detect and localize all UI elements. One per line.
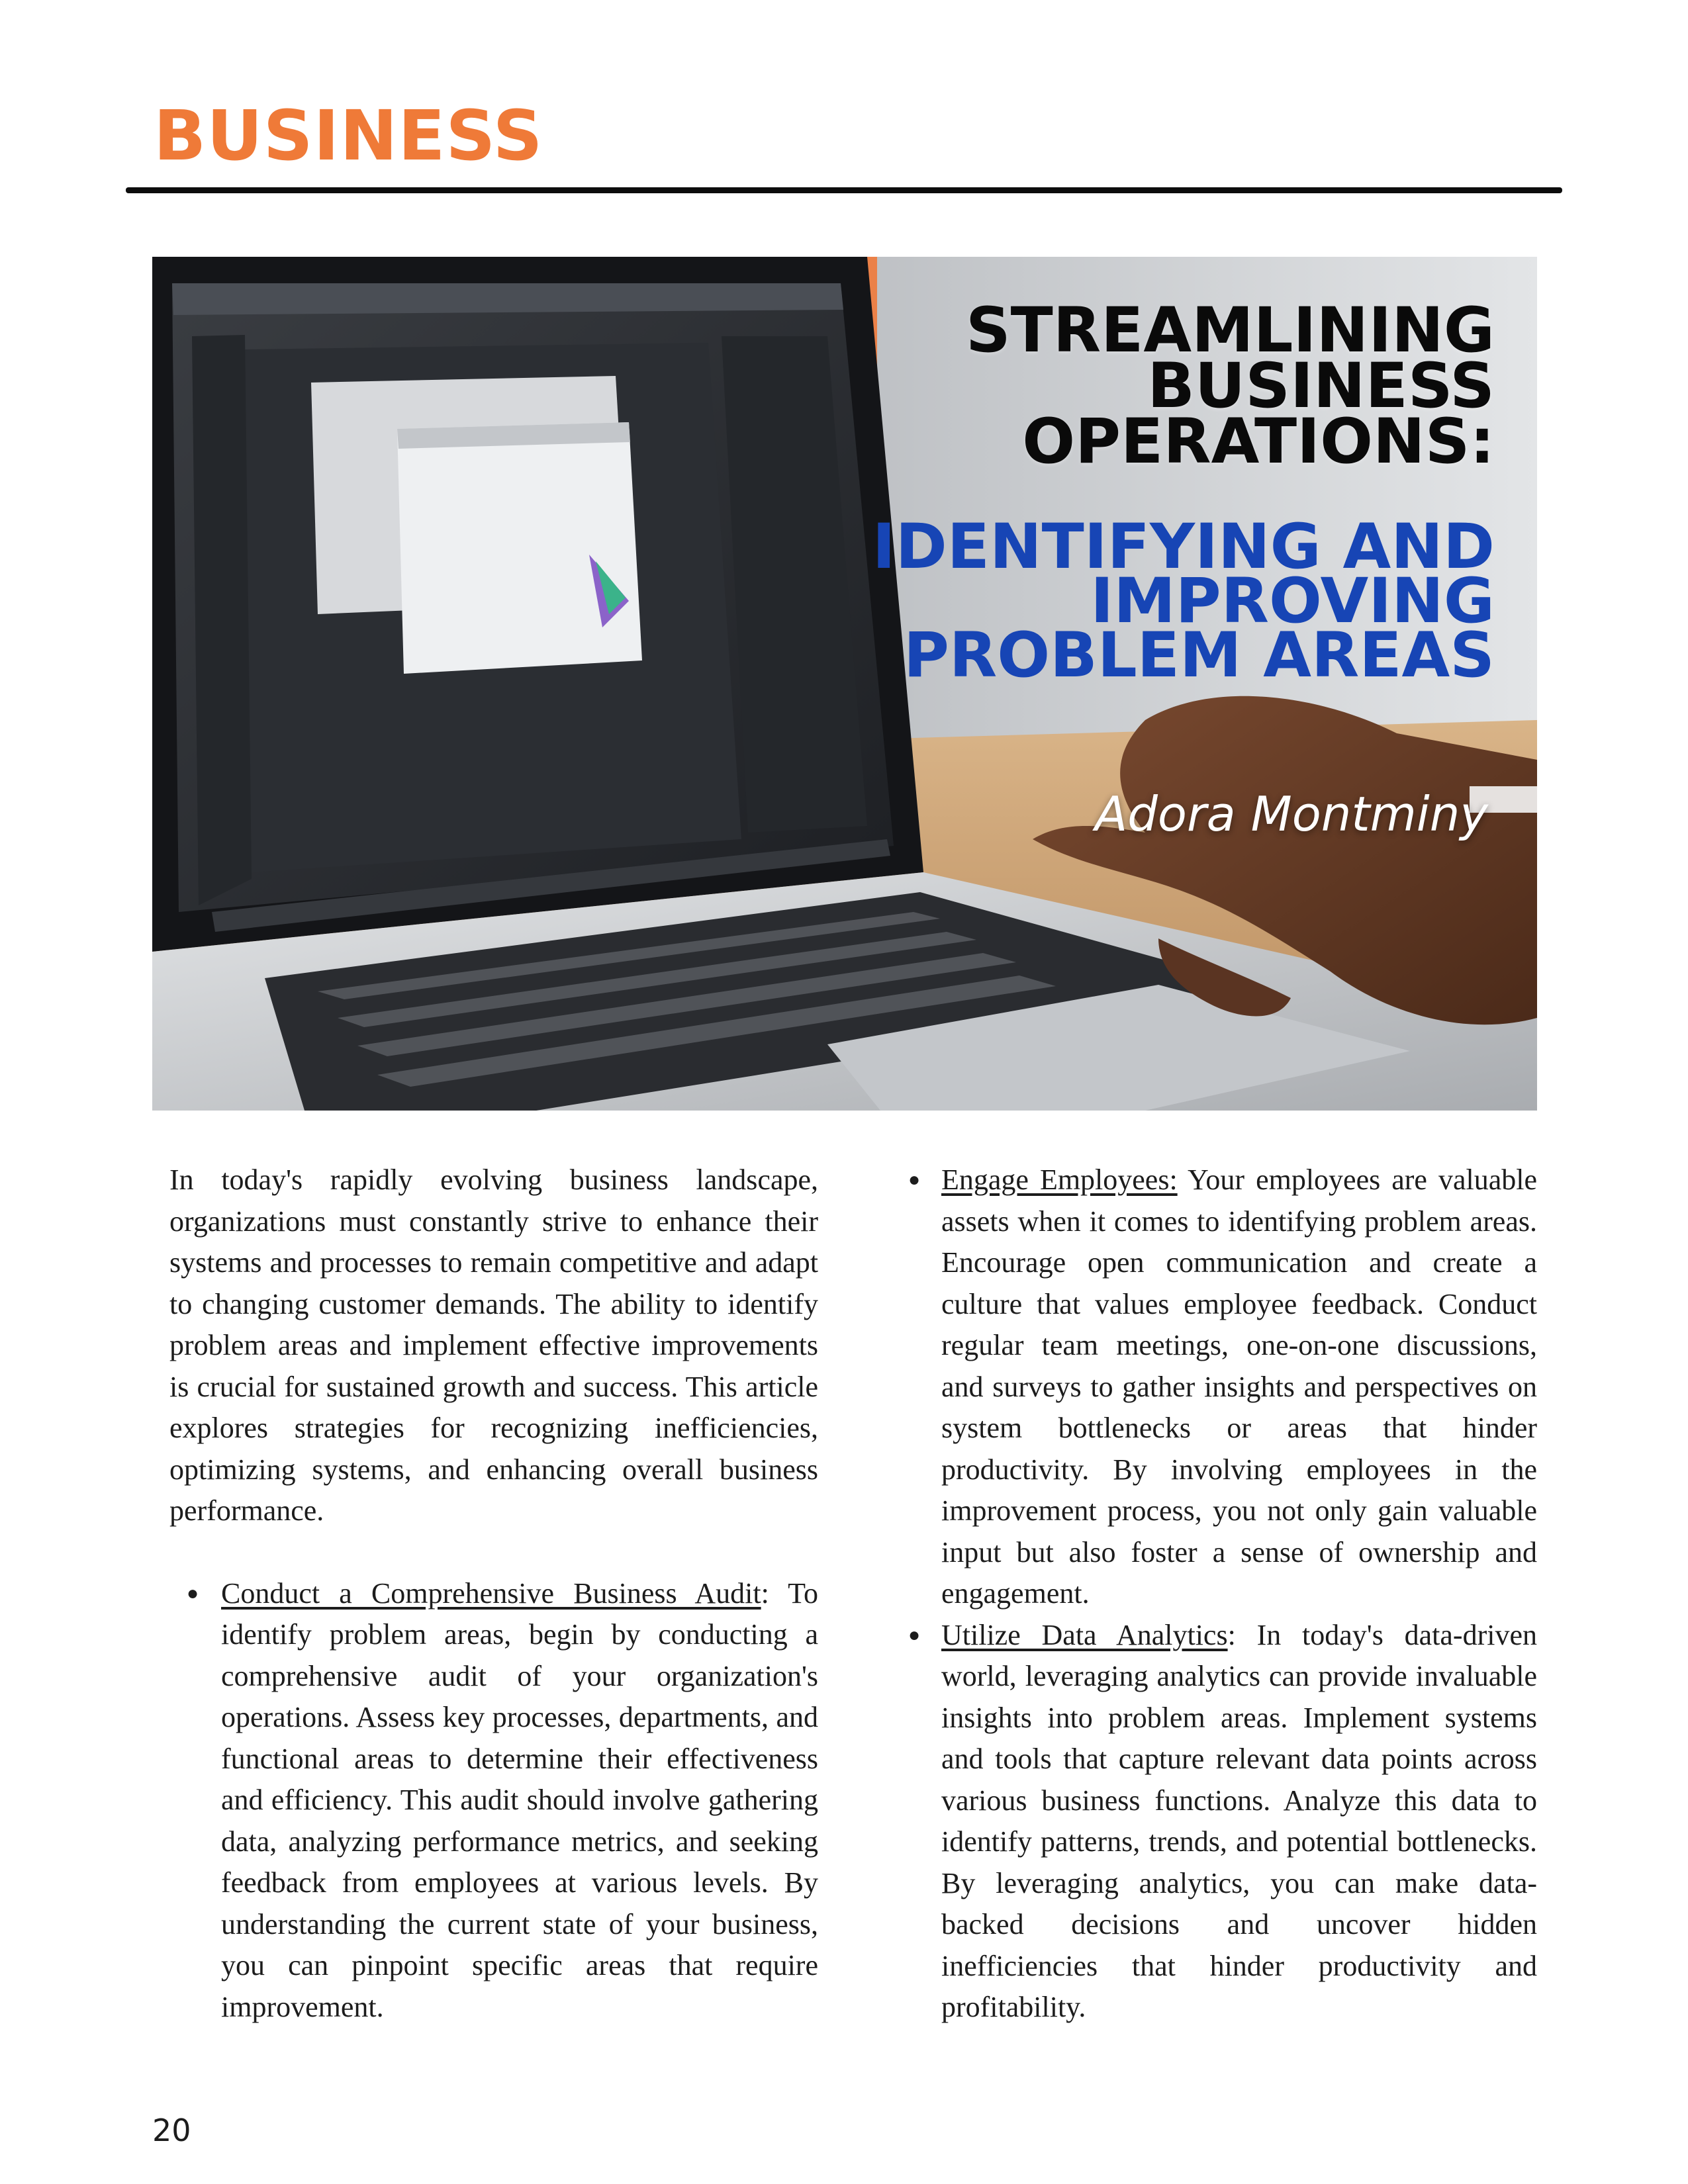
hero-subtitle: IDENTIFYING AND IMPROVING PROBLEM AREAS	[872, 511, 1495, 692]
hero-title: STREAMLINING BUSINESS OPERATIONS:	[965, 295, 1495, 478]
list-item: ● Utilize Data Analytics: In today's data-driven world, leveraging analytics can provide invaluable insights into problem areas. Implement systems and tools that capture relevant data points across various business functions. Analyze this data to identify patterns, trends, and potential bottlenecks. By leveraging analytics, you can make data-backed decisions and uncover hidden inefficiencies that hinder productivity and profitability.	[891, 1615, 1537, 2028]
bullet-icon: ●	[908, 1623, 921, 1646]
article-intro: In today's rapidly evolving business landscape, organizations must constantly strive to enhance their systems and processes to remain competitive and adapt to changing customer demands. The ability to identify problem areas and implement effective improvements is crucial for sustained growth and success. This article explores strategies for recognizing inefficiencies, optimizing systems, and enhancing overall business performance.	[169, 1163, 818, 1527]
bullet-icon: ●	[187, 1582, 199, 1604]
list-item-title: Utilize Data Analytics	[941, 1618, 1228, 1651]
article-column-right	[891, 1160, 1537, 2028]
bullet-icon: ●	[908, 1169, 921, 1191]
hero-banner	[152, 257, 1537, 1111]
list-item-body: In today's data-driven world, leveraging analytics can provide invaluable insights into problem areas. Implement systems and tools that capture relevant data points across various business functions. Analyze this data to identify patterns, trends, and potential bottlenecks. By leveraging analytics, you can make data-backed decisions and uncover hidden inefficiencies that hinder productivity and profitability.	[941, 1618, 1537, 2023]
section-title: BUSINESS	[154, 95, 543, 176]
article-column-left	[169, 1160, 818, 2028]
list-item-body: To identify problem areas, begin by conducting a comprehensive audit of your organization's operations. Assess key processes, departments, and functional areas to determine their effectiveness and efficiency. This audit should involve gathering data, analyzing performance metrics, and seeking feedback from employees at various levels. By understanding the current state of your business, you can pinpoint specific areas that require improvement.	[221, 1576, 818, 2023]
list-item-body: Your employees are valuable assets when it comes to identifying problem areas. Encourage open communication and create a culture that values employee feedback. Conduct regular team meetings, one-on-one discussions, and surveys to gather insights and perspectives on system bottlenecks or areas that hinder productivity. By involving employees in the improvement process, you not only gain valuable input but also foster a sense of ownership and engagement.	[941, 1163, 1537, 1610]
list-item-title: Conduct a Comprehensive Business Audit	[221, 1576, 761, 1610]
header-rule	[126, 187, 1562, 193]
list-item	[891, 1160, 1537, 1615]
page-number: 20	[152, 2113, 191, 2148]
list-item: ● Conduct a Comprehensive Business Audit: To identify problem areas, begin by conducting a comprehensive audit of your organization's operations. Assess key processes, departments, and functional areas to determine their effectiveness and efficiency. This audit should involve gathering data, analyzing performance metrics, and seeking feedback from employees at various levels. By understanding the current state of your business, you can pinpoint specific areas that require improvement.	[169, 1573, 818, 2028]
hero-author: Adora Montminy	[1094, 786, 1488, 842]
list-item-title: Engage Employees:	[941, 1163, 1178, 1196]
